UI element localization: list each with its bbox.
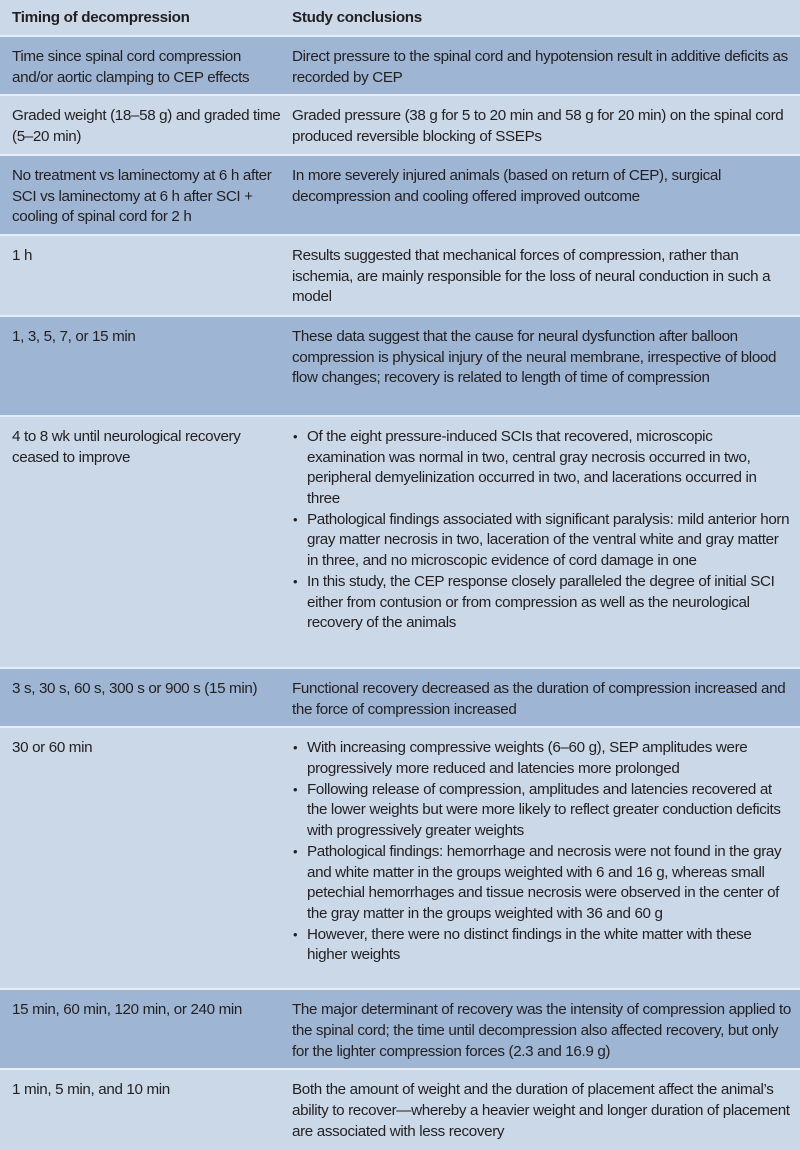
timing-cell: 3 s, 30 s, 60 s, 300 s or 900 s (15 min) [12,679,258,697]
conclusion-cell [292,416,800,668]
conclusion-bullet: • With increasing compressive weights (6–60 g), SEP amplitudes were progressively more reduced and latencies more prolonged [307,738,792,779]
timing-cell: Graded weight (18–58 g) and graded time (5–20 min) [12,107,281,146]
table-row [0,416,800,668]
table-row [0,1069,800,1150]
conclusion-cell: Both the amount of weight and the duration of placement affect the animal’s ability to recover—whereby a heavier weight and longer duration of placement are associated with less recovery [292,1081,790,1140]
conclusion-bullet: • In this study, the CEP response closely paralleled the degree of initial SCI either from contusion or from compression as well as the neurological recovery of the animals [307,572,792,634]
timing-cell: 1 min, 5 min, and 10 min [12,1081,170,1099]
table-row [0,316,800,416]
conclusion-cell: Direct pressure to the spinal cord and hypotension result in additive deficits as recorded by CEP [292,48,788,86]
conclusion-cell: The major determinant of recovery was the intensity of compression applied to the spinal cord; the time until decompression also affected recovery, but only for the lighter compression forces (2.3 and 16.9 g) [292,1001,791,1060]
table-row [0,727,800,989]
conclusion-cell: In more severely injured animals (based on return of CEP), surgical decompression and cooling offered improved outcome [292,166,722,205]
table-header-row [0,0,800,36]
conclusion-bullet: • Pathological findings: hemorrhage and necrosis were not found in the gray and white matter in the groups weighted with 6 and 16 g, whereas small petechial hemorrhages and tissue necrosis were observed in the center of the gray matter in the groups weighted with 36 and 60 g [307,842,792,925]
timing-cell: 1 h [12,246,33,264]
conclusion-bullet-list [292,738,792,966]
table-row [0,36,800,95]
conclusion-bullet: • However, there were no distinct findings in the white matter with these higher weights [307,925,792,966]
conclusion-cell: Graded pressure (38 g for 5 to 20 min and 58 g for 20 min) on the spinal cord produced reversible blocking of SSEPs [292,107,784,146]
table-row [0,989,800,1069]
conclusion-cell: These data suggest that the cause for neural dysfunction after balloon compression is physical injury of the neural membrane, irrespective of blood flow changes; recovery is related to length of time of compression [292,327,777,387]
conclusion-bullet: • Of the eight pressure-induced SCIs that recovered, microscopic examination was normal in two, central gray necrosis occurred in two, peripheral demyelinization occurred in two, and lacerations occurred in three [307,427,792,510]
conclusion-cell: Functional recovery decreased as the duration of compression increased and the force of compression increased [292,679,786,718]
timing-cell: Time since spinal cord compression and/or aortic clamping to CEP effects [12,48,250,86]
table-row [0,155,800,235]
timing-cell: 30 or 60 min [12,739,93,757]
conclusion-cell [292,727,800,989]
timing-cell: No treatment vs laminectomy at 6 h after SCI vs laminectomy at 6 h after SCI + cooling of spinal cord for 2 h [12,166,272,226]
conclusion-bullet-list [292,427,792,634]
table-row [0,95,800,154]
timing-cell: 4 to 8 wk until neurological recovery ceased to improve [12,427,241,466]
table-row [0,668,800,727]
timing-cell: 15 min, 60 min, 120 min, or 240 min [12,1001,243,1019]
conclusion-bullet: • Pathological findings associated with significant paralysis: mild anterior horn gray matter necrosis in two, laceration of the ventral white and gray matter in three, and no microscopic evidence of cord damage in one [307,510,792,572]
header-conclusions: Study conclusions [292,9,422,26]
header-timing: Timing of decompression [12,9,190,26]
conclusion-bullet: • Following release of compression, amplitudes and latencies recovered at the lower weights but were more likely to reflect greater conduction deficits with progressively greater weights [307,780,792,842]
table-row [0,235,800,316]
timing-cell: 1, 3, 5, 7, or 15 min [12,327,136,345]
conclusion-cell: Results suggested that mechanical forces of compression, rather than ischemia, are mainly responsible for the loss of neural conduction in such a model [292,246,771,306]
